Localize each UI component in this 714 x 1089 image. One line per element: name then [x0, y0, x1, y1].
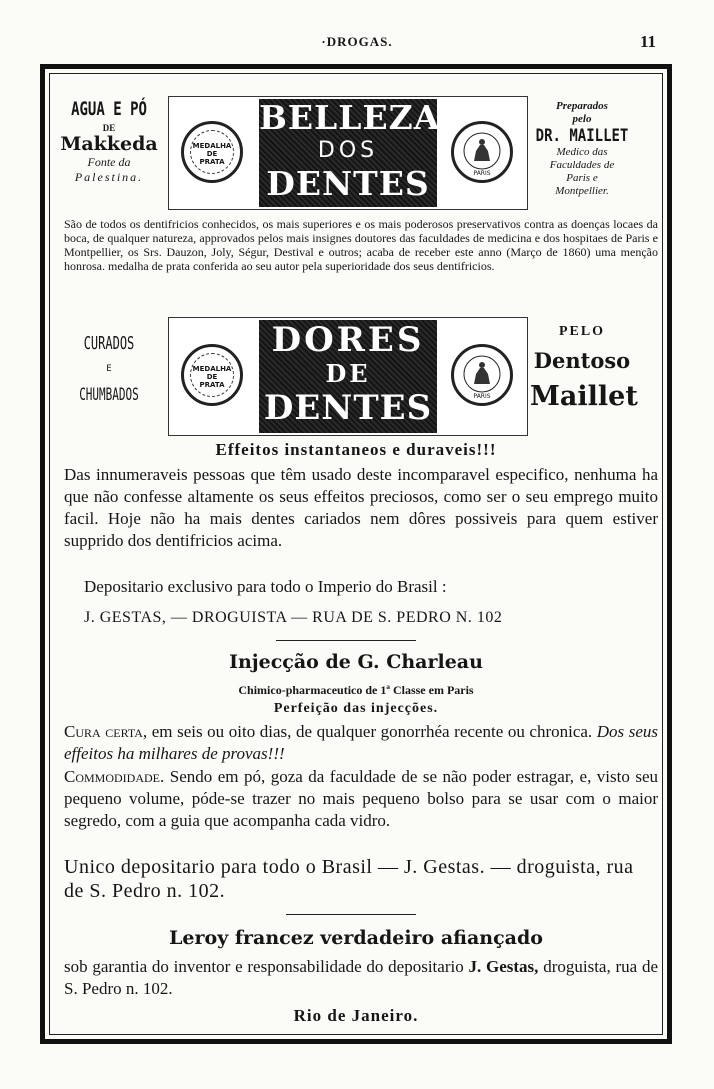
ad1-title-line2: DOS: [317, 138, 379, 163]
medal-icon: [181, 121, 243, 183]
divider-1: [276, 640, 416, 641]
ad2-title-box: [259, 320, 437, 433]
ad1-left-line1: AGUA E PÓ: [71, 99, 147, 121]
paris-seal-icon: [451, 121, 513, 183]
paris-label: PARIS: [473, 393, 491, 400]
ad2-right-line1: PELO: [558, 324, 606, 339]
ad2-left-line2: E: [106, 364, 112, 374]
ad3-title: Injecção de G. Charleau: [229, 651, 483, 673]
ad1-title-line3: DENTES: [266, 164, 430, 203]
ad1-left-line4: Fonte da: [87, 155, 131, 169]
ad4-title: Leroy francez verdadeiro afiançado: [169, 927, 543, 949]
divider-2: [286, 914, 416, 915]
ad1-right-line5: Faculdades de: [549, 159, 615, 171]
ad3-p2-text: Sendo em pó, goza da faculdade de se não poder estragar, e, visto seu pequeno volume, póde-se trazer no mais pequeno bolso para se usar com o maior segredo, com a guia que acompanha cada vidro.: [64, 767, 658, 830]
ad1-title-line1: BELLEZA: [259, 98, 441, 137]
page-section-title: ·DROGAS.: [321, 34, 393, 49]
ad2-left-block: [54, 332, 164, 405]
ad3-p1-text: , em seis ou oito dias, de qualquer gonorrhéa recente ou chronica.: [142, 722, 593, 741]
ad1-left-block: [54, 99, 164, 185]
ad1-right-line7: Montpellier.: [555, 185, 609, 197]
ad2-title-line2: DE: [325, 359, 371, 388]
ad2-title-line3: DENTES: [263, 388, 433, 428]
ad2-left-line3: CHUMBADOS: [79, 384, 139, 405]
ad1-right-line4: Medico das: [556, 146, 608, 158]
ad3-depositary: Unico depositario para todo o Brasil — J. Gestas. — droguista, rua de S. Pedro n. 102.: [64, 856, 634, 902]
ad2-headline: Effeitos instantaneos e duraveis!!!: [215, 440, 497, 459]
ad1-right-block: [530, 100, 634, 198]
ad3-p2-lead: Commodidade.: [64, 767, 165, 786]
ad1-left-line5: Palestina.: [74, 170, 144, 184]
ad1-body-text: São de todos os dentifricios conhecidos, os mais superiores e os mais poderosos preservativos contra as doenças locaes da boca, de qualquer natureza, approvados pelos mais insignes doutores das faculdades de medicina e dos hospitaes de Paris e Montpellier, os Srs. Dauzon, Joly, Ségur, Destival e outros; acaba de receber este anno (Março de 1860) uma menção honrosa. medalha de prata conferida ao seu autor pela superioridade dos seus dentifricios.: [64, 217, 658, 273]
ad3-paragraph-2: [64, 766, 658, 832]
ad2-depositary: Depositario exclusivo para todo o Imperio do Brasil :: [84, 577, 447, 596]
medal-icon: [181, 344, 243, 406]
ad1-banner: [168, 96, 528, 210]
ad2-right-block: [530, 324, 638, 412]
ad4-bold-name: J. Gestas,: [468, 957, 539, 976]
ad2-title-line1: DORES: [271, 320, 425, 360]
ad2-banner: [168, 317, 528, 436]
ad3-subtitle: Chimico-pharmaceutico de 1ª Classe em Paris: [238, 683, 474, 697]
ad2-right-line3: Maillet: [530, 381, 638, 412]
ad3-paragraph-1: [64, 721, 658, 765]
ad1-right-line3: DR. MAILLET: [535, 126, 629, 146]
ad2-body-text: Das innumeraveis pessoas que têm usado deste incomparavel especifico, nenhuma ha que não confesse altamente os seus effeitos preciosos, como ser o seu emprego muito facil. Hoje não ha mais dentes cariados nem dôres possiveis para quem estiver supprido dos dentifricios acima.: [64, 465, 658, 550]
paris-label: PARIS: [473, 170, 491, 177]
ad3-p1-lead: Cura certa: [64, 722, 143, 741]
ad2-address: J. GESTAS, — DROGUISTA — RUA DE S. PEDRO N. 102: [84, 609, 503, 626]
paris-seal-icon: [451, 344, 513, 406]
ad4-paragraph: [64, 956, 658, 1000]
ad1-left-line2: DE: [102, 123, 116, 133]
ad1-right-line6: Paris e: [566, 172, 598, 184]
medal-text: MEDALHA DE PRATA: [192, 365, 232, 389]
advertisement-frame: [40, 64, 672, 1044]
page-number: 11: [639, 32, 656, 51]
ad4-text-b: droguista, rua de S. Pedro n. 102.: [64, 957, 658, 998]
ad2-right-line2: Dentoso: [533, 348, 631, 373]
ad1-right-line2: pelo: [572, 113, 592, 125]
ad2-left-line1: CURADOS: [83, 332, 135, 354]
ad1-title-box: [259, 98, 441, 207]
ad1-right-line1: Preparados: [556, 100, 608, 112]
ad4-city: Rio de Janeiro.: [293, 1006, 419, 1025]
page-header: [0, 34, 714, 54]
medal-text: MEDALHA DE PRATA: [192, 142, 232, 166]
advertisement-inner-border: [49, 73, 663, 1035]
ad1-left-line3: Makkeda: [60, 133, 158, 155]
ad3-p1-italic: Dos seus effeitos ha milhares de provas!!!: [64, 722, 659, 763]
ad3-tagline: Perfeição das injecções.: [273, 701, 439, 716]
ad4-text-a: sob garantia do inventor e responsabilidade do depositario: [64, 957, 469, 976]
